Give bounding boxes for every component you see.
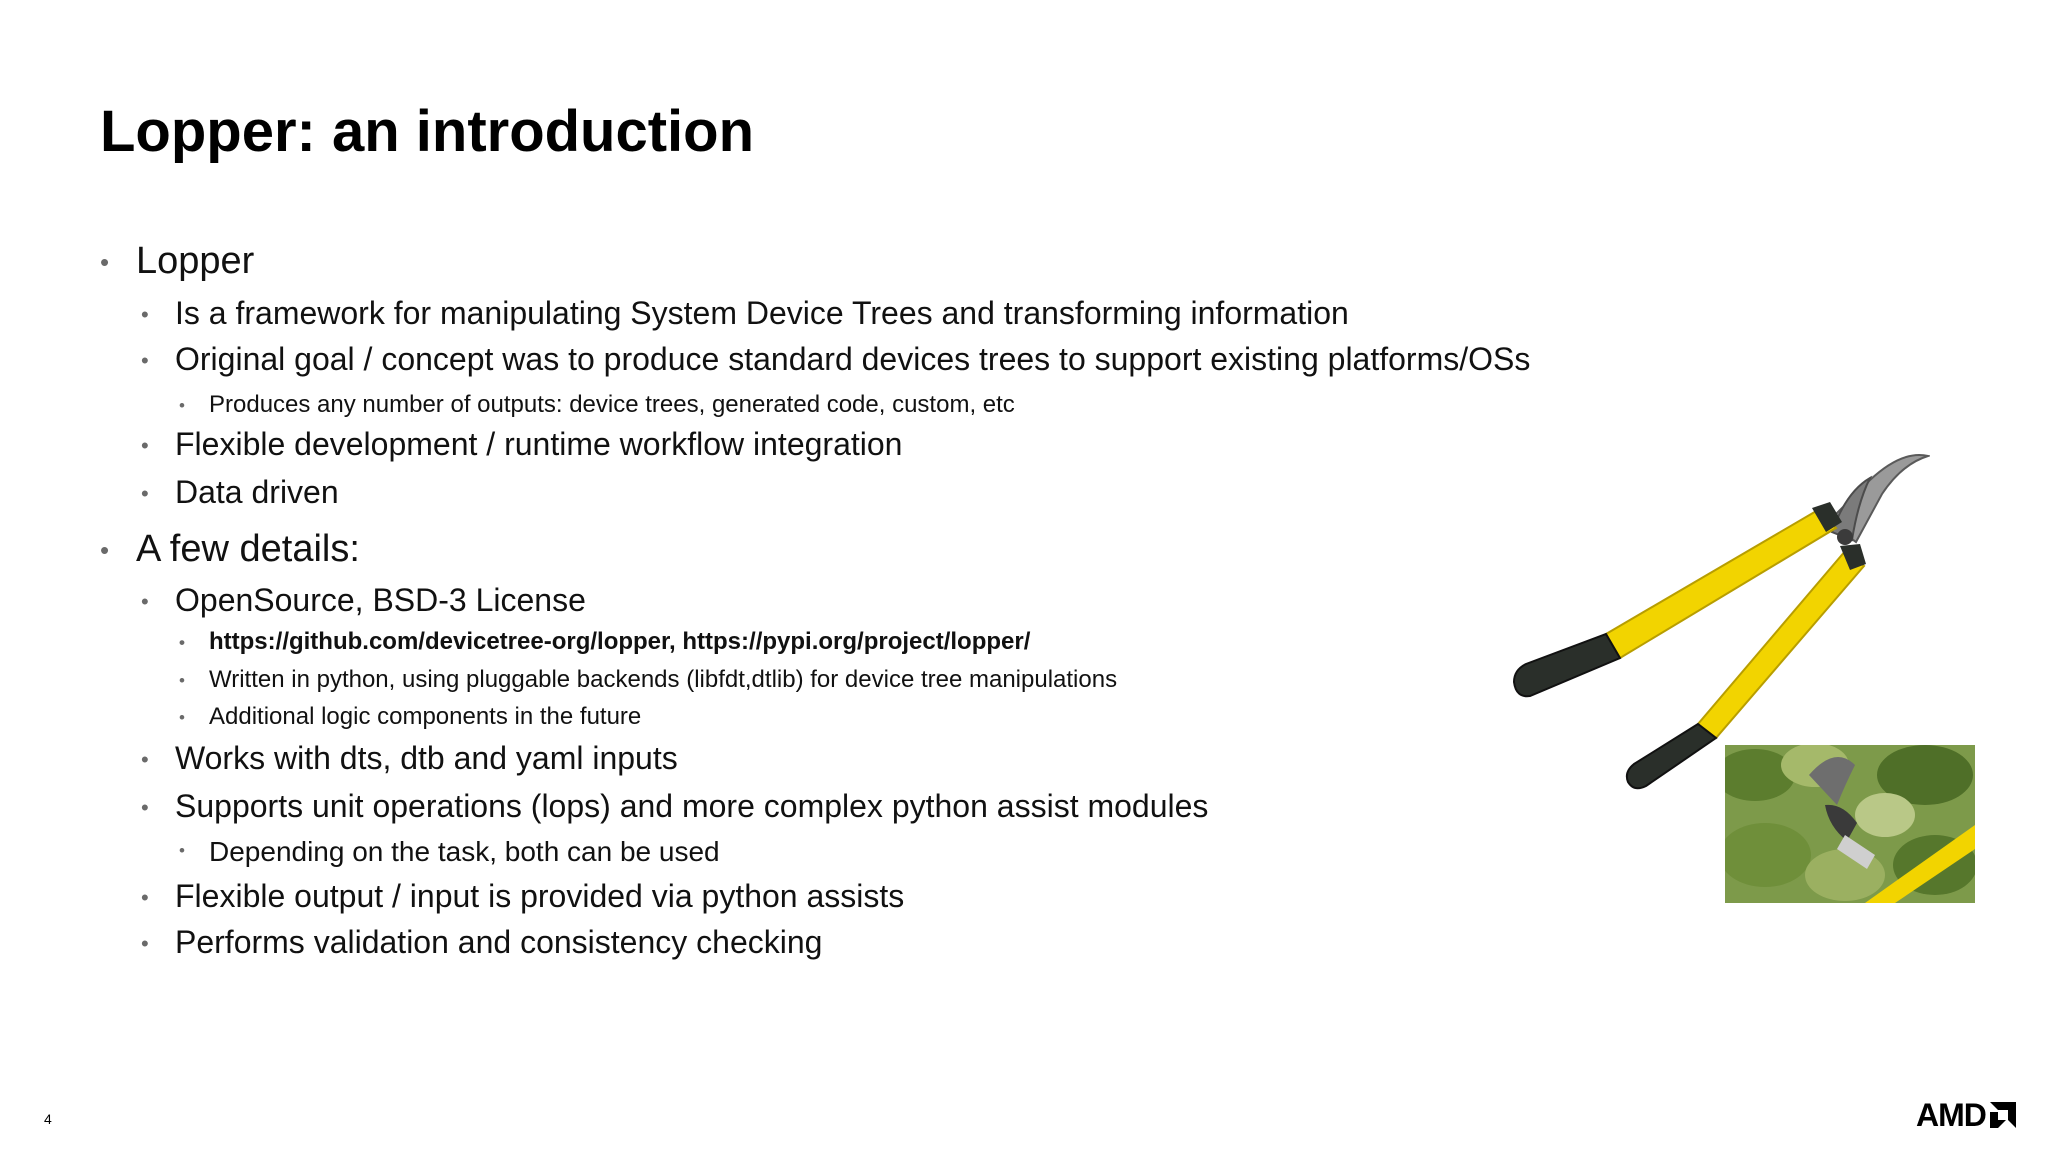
bullet-item	[141, 341, 1531, 378]
bullet-dot: •	[100, 247, 110, 277]
amd-logo-text: AMD	[1916, 1096, 1986, 1133]
bullet-item	[179, 703, 642, 731]
bullet-text: A few details:	[136, 528, 360, 570]
bullet-dot: •	[141, 433, 149, 458]
amd-logo	[1916, 1098, 2018, 1132]
bullet-item	[141, 582, 586, 619]
lopper-in-tree-photo	[1725, 745, 1975, 903]
bullet-item	[141, 474, 339, 511]
bullet-text: Data driven	[175, 474, 339, 510]
leaves-photo-icon	[1725, 745, 1975, 903]
bullet-dot: •	[141, 302, 149, 327]
bullet-item	[141, 426, 903, 463]
bullet-item	[141, 740, 678, 777]
bullet-text: Depending on the task, both can be used	[209, 836, 720, 867]
bullet-dot: •	[179, 396, 185, 415]
bullet-dot: •	[179, 633, 185, 652]
bullet-dot: •	[141, 885, 149, 910]
bullet-text: Flexible development / runtime workflow integration	[175, 426, 903, 462]
bullet-text: Is a framework for manipulating System Device Trees and transforming information	[175, 295, 1349, 331]
bullet-item	[141, 924, 823, 961]
bullet-dot: •	[141, 348, 149, 373]
bullet-item	[141, 295, 1349, 332]
bullet-text: Original goal / concept was to produce standard devices trees to support existing platforms/OSs	[175, 341, 1531, 377]
slide-title: Lopper: an introduction	[100, 99, 755, 164]
page-number: 4	[44, 1111, 52, 1127]
bullet-item	[141, 878, 905, 915]
bullet-text: Lopper	[136, 240, 255, 282]
bullet-dot: •	[179, 708, 185, 727]
bullet-item	[100, 240, 255, 284]
bullet-dot: •	[179, 671, 185, 690]
amd-arrow-icon	[1988, 1100, 2018, 1130]
bullet-text: Additional logic components in the future	[209, 703, 642, 730]
bullet-text: Written in python, using pluggable backends (libfdt,dtlib) for device tree manipulations	[209, 666, 1118, 693]
bullet-link-text: https://github.com/devicetree-org/lopper, https://pypi.org/project/lopper/	[209, 628, 1031, 655]
bullet-dot: •	[141, 795, 149, 820]
bullet-item	[100, 528, 360, 572]
bullet-dot: •	[141, 931, 149, 956]
bullet-text: OpenSource, BSD-3 License	[175, 582, 586, 618]
bullet-text: Supports unit operations (lops) and more complex python assist modules	[175, 788, 1209, 824]
bullet-dot: •	[141, 747, 149, 772]
bullet-text: Produces any number of outputs: device trees, generated code, custom, etc	[209, 391, 1015, 418]
bullet-dot: •	[141, 481, 149, 506]
bullet-text: Flexible output / input is provided via python assists	[175, 878, 905, 914]
bullet-item	[141, 788, 1209, 825]
bullet-item	[179, 628, 1031, 656]
bullet-text: Works with dts, dtb and yaml inputs	[175, 740, 678, 776]
bullet-dot: •	[100, 535, 110, 565]
bullet-item	[179, 666, 1118, 694]
bullet-text: Performs validation and consistency checking	[175, 924, 823, 960]
bullet-item	[179, 391, 1015, 419]
bullet-dot: •	[141, 589, 149, 614]
bullet-item	[179, 836, 720, 868]
bullet-dot: •	[179, 841, 185, 860]
